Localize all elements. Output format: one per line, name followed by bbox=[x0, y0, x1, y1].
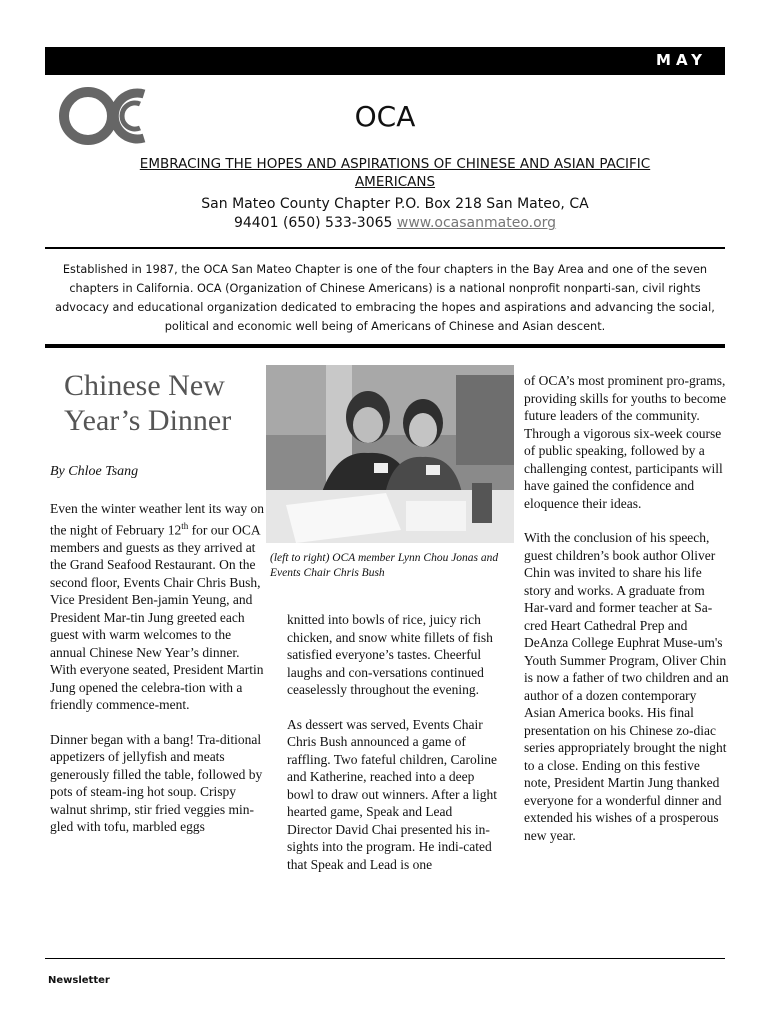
paragraph-5: of OCA’s most prominent pro-grams, providing skills for youths to become future leaders of the community. Through a vigorous six-week course of public speaking, followed by a challenging contest, participants will have gained the confidence and eloquence their ideas. bbox=[524, 373, 727, 511]
address-phone: 94401 (650) 533-3065 bbox=[233, 215, 393, 231]
paragraph-6: With the conclusion of his speech, guest children’s book author Oliver Chin was invited to share his life story and works. A graduate from Har-vard and former teacher at Sa-cred Heart Cathedral Prep and DeAnza College Euphrat Muse-um's Youth Summer Program, Oliver Chin is now a father of two children and an author of a dozen contemporary Asian America books. His final presentation on his Chinese zo-diac series appropriately brought the night to a close. Ending on this festive note, President Martin Jung thanked everyone for a wonderful dinner and extended his wishes of a prosperous new year. bbox=[524, 530, 729, 843]
organization-tagline: EMBRACING THE HOPES AND ASPIRATIONS OF CHINESE AND ASIAN PACIFIC AMERICANS bbox=[139, 156, 651, 190]
divider-bottom bbox=[45, 958, 725, 959]
paragraph-4: As dessert was served, Events Chair Chris Bush announced a game of raffling. Two fateful children, Caroline and Katherine, reached into a deep bowl to draw out winners. After a light hearted game, Speak and Lead Director David Chai presented his in-sights into the program. He indi-cated that Speak and Lead is one bbox=[287, 716, 497, 872]
photo-caption: (left to right) OCA member Lynn Chou Jonas and Events Chair Chris Bush bbox=[270, 552, 499, 579]
paragraph-1-start: Even the winter weather lent its way on the night of February 12 bbox=[50, 501, 265, 537]
paragraph-1-rest: for our OCA members and guests as they arrived at the Grand Seafood Restaurant. On the second floor, Events Chair Chris Bush, Vice President Ben-jamin Yeung, and President Mar-tin Jung greeted each guest with warm welcomes to the annual Chinese New Year’s dinner. With everyone seated, President Martin Jung opened the celebra-tion with a friendly commence-ment. bbox=[50, 522, 264, 712]
website-link[interactable]: www.ocasanmateo.org bbox=[396, 215, 557, 231]
event-photo bbox=[266, 365, 514, 543]
chapter-description: Established in 1987, the OCA San Mateo Chapter is one of the four chapters in the Bay Area and one of the seven chapters in California. OCA (Organization of Chinese Americans) is a national nonprofit nonparti-san, civil rights advocacy and educational organization dedicated to embracing the hopes and aspirations and advancing the social, political and economic well being of Americans of Chinese and Asian descent. bbox=[55, 263, 715, 333]
article-title: Chinese New Year’s Dinner bbox=[64, 369, 232, 437]
address-line-1: San Mateo County Chapter P.O. Box 218 San Mateo, CA bbox=[201, 196, 589, 212]
header-bar bbox=[45, 47, 725, 75]
article-column-1 bbox=[50, 500, 265, 853]
article-column-2 bbox=[287, 611, 497, 890]
chapter-address bbox=[110, 195, 680, 233]
paragraph-2: Dinner began with a bang! Tra-ditional appetizers of jellyfish and meats generously filled the table, followed by pots of steam-ing hot soup. Crispy walnut shrimp, stir fried veggies min-gled with tofu, marbled eggs bbox=[50, 731, 263, 834]
article-byline: By Chloe Tsang bbox=[50, 464, 139, 479]
divider-middle bbox=[45, 344, 725, 348]
address-line-2 bbox=[110, 214, 680, 233]
organization-name: OCA bbox=[354, 100, 416, 133]
paragraph-1 bbox=[50, 500, 265, 714]
article-column-3 bbox=[524, 372, 729, 861]
paragraph-3: knitted into bowls of rice, juicy rich chicken, and snow white fillets of fish satisfied everyone’s tastes. Cheerful laughs and con-versations continued ceaselessly throughout the evening. bbox=[287, 612, 493, 697]
ordinal-suffix: th bbox=[181, 520, 189, 531]
divider-top bbox=[45, 247, 725, 249]
footer-label: Newsletter bbox=[48, 975, 110, 986]
issue-month: MAY bbox=[656, 51, 707, 69]
